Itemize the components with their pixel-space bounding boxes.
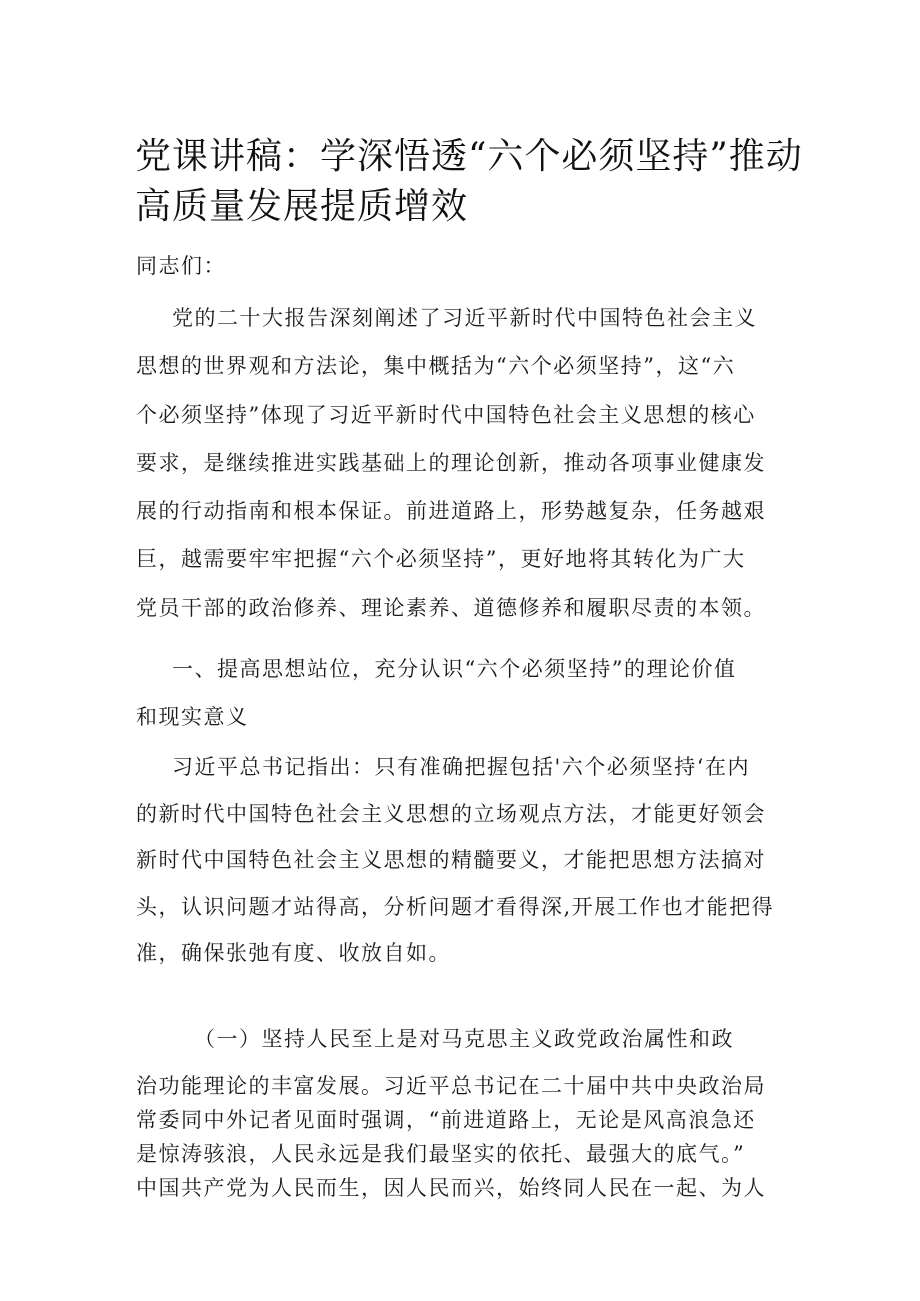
- title-line: 党课讲稿：学深悟透“六个必须坚持”推动: [135, 136, 803, 177]
- intro-paragraph: [136, 294, 792, 632]
- text-line: 是惊涛骇浪，人民永远是我们最坚实的依托、最强大的底气。”: [136, 1142, 746, 1166]
- text-line: （一）坚持人民至上是对马克思主义政党政治属性和政: [194, 1027, 734, 1051]
- text-line: 中国共产党为人民而生，因人民而兴，始终同人民在一起、为人: [136, 1176, 766, 1200]
- section-heading: [136, 645, 792, 741]
- text-line: 头，认识问题才站得高，分析问题才看得深,开展工作也才能把得: [136, 894, 775, 919]
- text-line: 一、提高思想站位，充分认识“六个必须坚持”的理论价值: [172, 657, 737, 681]
- text-line: 党的二十大报告深刻阐述了习近平新时代中国特色社会主义: [172, 306, 757, 330]
- text-line: 思想的世界观和方法论，集中概括为“六个必须坚持”，这“六: [136, 354, 736, 379]
- text-line: 党员干部的政治修养、理论素养、道德修养和履职尽责的本领。: [136, 595, 766, 620]
- salutation: 同志们：: [136, 254, 226, 278]
- text-line: 习近平总书记指出：只有准确把握包括'六个必须坚持‘在内: [172, 755, 750, 779]
- text-line: 巨，越需要牢牢把握“六个必须坚持”，更好地将其转化为广大: [136, 547, 746, 572]
- text-line: 个必须坚持”体现了习近平新时代中国特色社会主义思想的核心: [136, 402, 756, 427]
- subsection-heading: [136, 1015, 792, 1063]
- text-line: 和现实意义: [136, 705, 249, 729]
- document-title: [135, 132, 803, 232]
- title-line: 高质量发展提质增效: [135, 186, 469, 227]
- text-line: 展的行动指南和根本保证。前进道路上，形势越复杂，任务越艰: [136, 499, 766, 524]
- text-line: 要求，是继续推进实践基础上的理论创新，推动各项事业健康发: [136, 450, 766, 475]
- text-line: 的新时代中国特色社会主义思想的立场观点方法，才能更好领会: [136, 801, 766, 826]
- subsection-body-paragraph: [136, 1069, 792, 1205]
- text-line: 新时代中国特色社会主义思想的精髓要义，才能把思想方法搞对: [136, 848, 766, 872]
- text-line: 准，确保张弛有度、收放自如。: [136, 941, 451, 965]
- text-line: 常委同中外记者见面时强调，“前进道路上，无论是风高浪急还: [136, 1108, 756, 1132]
- section-body-paragraph: [136, 744, 792, 977]
- text-line: 治功能理论的丰富发展。习近平总书记在二十届中共中央政治局: [136, 1074, 766, 1098]
